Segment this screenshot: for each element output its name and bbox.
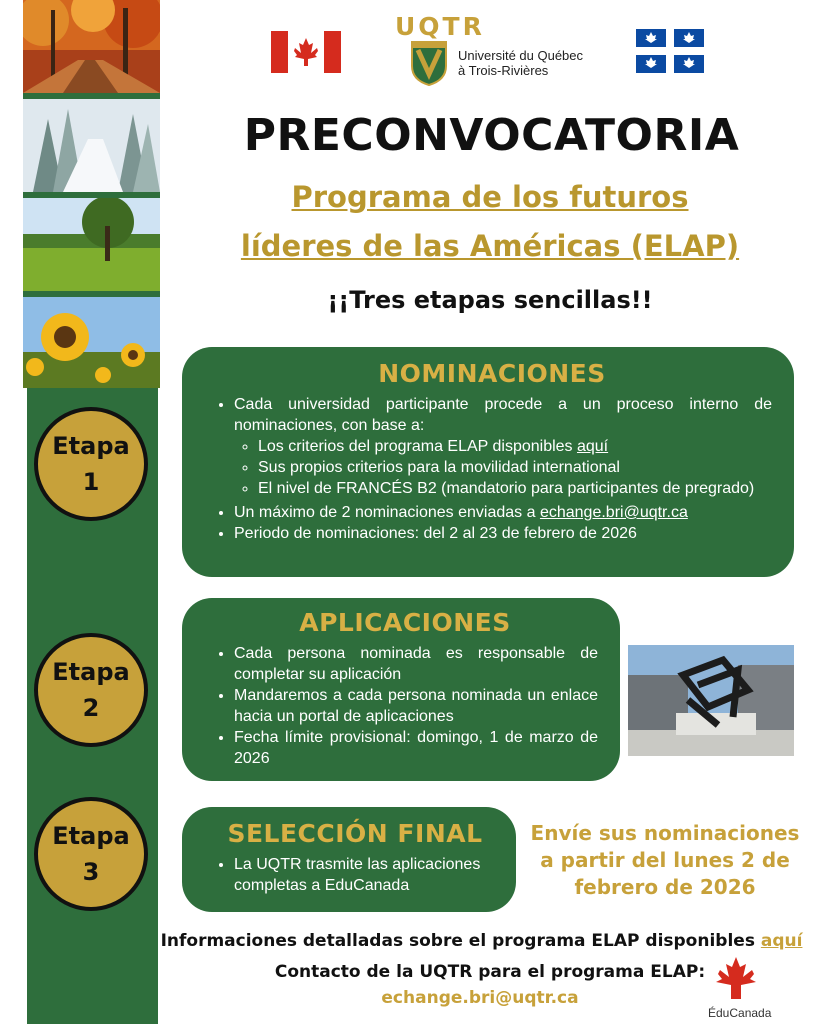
list-item: • Cada universidad participante procede a un proceso interno de nominaciones, con base a: ◦ Los criterios del programa ELAP disponibles aquí ◦ Sus propios criterios para la movilidad international ◦ El nivel de FRANCÉS B2 (mandatorio para participantes de pregrado) [234,394,772,499]
list-item: • Fecha límite provisional: domingo, 1 de marzo de 2026 [234,727,598,769]
list-item: ◦ Los criterios del programa ELAP disponibles aquí [258,436,772,457]
nominaciones-list [212,394,772,544]
page-title: PRECONVOCATORIA [243,110,740,161]
seleccion-list [212,854,498,896]
list-item: • Mandaremos a cada persona nominada un enlace hacia un portal de aplicaciones [234,685,598,727]
list-item: • Cada persona nominada es responsable de completar su aplicación [234,643,598,685]
aplicaciones-title: APLICACIONES [299,608,511,637]
educanada-logo-text: ÉduCanada [708,1006,772,1020]
info-link[interactable]: aquí [760,931,803,951]
sunflower-photo [23,297,160,388]
contact-email-link[interactable]: echange.bri@uqtr.ca [381,988,579,1008]
uqtr-shield-icon [410,40,448,90]
info-line: Informaciones detalladas sobre el programa ELAP disponibles aquí [160,931,803,951]
seleccion-title: SELECCIÓN FINAL [227,819,483,848]
list-item: • Un máximo de 2 nominaciones enviadas a echange.bri@uqtr.ca [234,502,772,523]
nominaciones-panel [182,347,794,577]
canada-flag-icon [271,31,341,77]
list-item: ◦ Sus propios criterios para la movilidad international [258,457,772,478]
list-item: • Periodo de nominaciones: del 2 al 23 de febrero de 2026 [234,523,772,544]
uqtr-logo-wordmark: UQTR [395,12,485,41]
stage-3-badge: Etapa 3 [34,797,148,911]
list-item: ◦ El nivel de FRANCÉS B2 (mandatorio para participantes de pregrado) [258,478,772,499]
aplicaciones-list [212,643,598,769]
meadow-photo [23,198,160,291]
winter-photo [23,99,160,192]
list-item: • La UQTR trasmite las aplicaciones completas a EduCanada [234,854,498,896]
program-title-line1: Programa de los futuros [291,180,689,214]
deadline-note: Envíe sus nominaciones a partir del lunes 2 de febrero de 2026 [530,821,800,899]
seleccion-panel [182,807,516,912]
university-name: Université du Québec à Trois-Rivières [458,48,584,78]
educanada-maple-icon [706,955,766,1009]
stage-1-badge: Etapa 1 [34,407,148,521]
criteria-link[interactable]: aquí [576,438,609,455]
email-link[interactable]: echange.bri@uqtr.ca [539,504,688,521]
program-title-line2: líderes de las Américas (ELAP) [240,229,740,263]
contact-label: Contacto de la UQTR para el programa ELAP: [274,962,706,982]
campus-photo [628,645,794,756]
quebec-flag-icon [636,29,704,77]
autumn-photo [23,0,160,93]
tagline: ¡¡Tres etapas sencillas!! [327,286,653,314]
aplicaciones-panel [182,598,620,781]
stage-2-badge: Etapa 2 [34,633,148,747]
nominaciones-title: NOMINACIONES [378,359,606,388]
